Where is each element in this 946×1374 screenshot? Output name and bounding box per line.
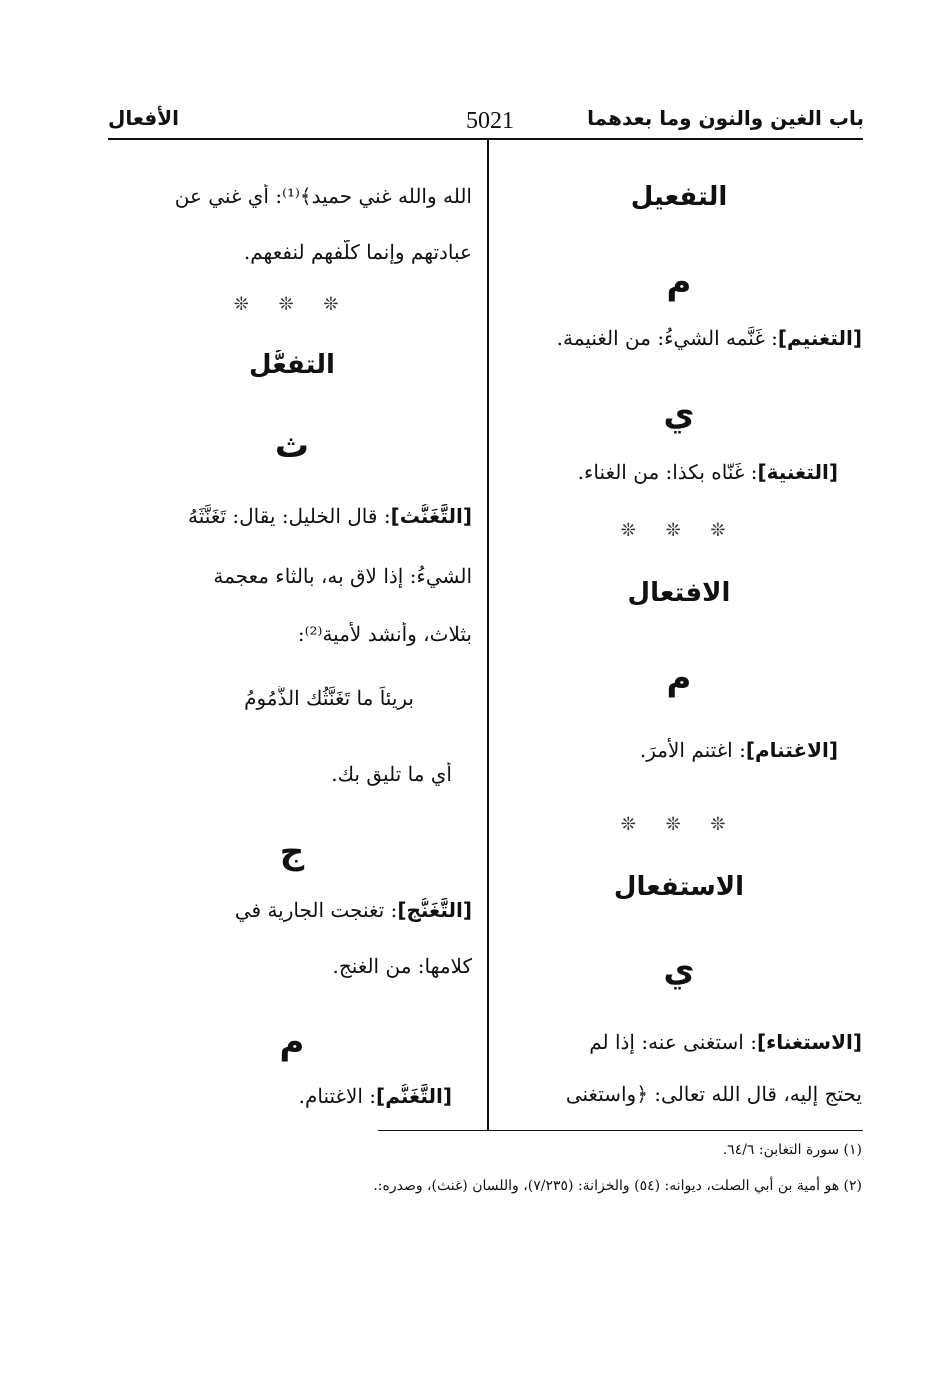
footnote-1: (١) سورة التغابن: ٦٤/٦. [722, 1142, 862, 1158]
header-rule [108, 138, 863, 140]
entry-taghniya [578, 460, 838, 484]
root-letter-jeem: ج [279, 832, 305, 872]
entry-text: : قال الخليل: يقال: تَغَنَّثَهُ [188, 504, 391, 528]
entry-taghannuth-line3: بثلاث، وأنشد لأمية⁽²⁾: [297, 622, 472, 646]
quran-continuation-line1: الله والله غني حميد﴾⁽¹⁾: أي غني عن [174, 184, 472, 208]
entry-text: : اغتنم الأمرَ. [639, 738, 746, 762]
section-heading-istif3al: الاستفعال [613, 872, 745, 902]
root-letter-meem: م [666, 658, 692, 698]
poetry-verse: بريئاً ما تَغَنَّثُك الذُّمُومُ [244, 686, 414, 710]
entry-istighna [589, 1030, 862, 1054]
column-divider [487, 140, 489, 1130]
section-separator: ❊ ❊ ❊ [233, 294, 351, 315]
entry-term: [الاستغناء] [756, 1030, 862, 1054]
entry-term: [التغنية] [757, 460, 838, 484]
quran-continuation-line2: عبادتهم وإنما كلّفهم لنفعهم. [243, 240, 472, 264]
entry-taghannuth [188, 504, 472, 528]
section-separator: ❊ ❊ ❊ [620, 814, 738, 835]
entry-term: [التَّغَنُّم] [376, 1084, 452, 1108]
root-letter-ya: ي [663, 950, 695, 990]
entry-term: [التَّغَنُّج] [397, 898, 472, 922]
entry-text: : غَنَّمه الشيءُ: من الغنيمة. [556, 326, 778, 350]
root-letter-ya: ي [663, 394, 695, 434]
entry-term: [التغنيم] [777, 326, 862, 350]
entry-text: : غَنّاه بكذا: من الغناء. [577, 460, 758, 484]
entry-taghannuj [235, 898, 472, 922]
section-heading-tafa33ul: التفعُّل [249, 350, 335, 380]
root-letter-meem: م [666, 262, 692, 302]
section-heading-taf3eel: التفعيل [630, 182, 728, 212]
entry-text: : الاغتنام. [298, 1084, 377, 1108]
entry-text: : استغنى عنه: إذا لم [589, 1030, 757, 1054]
entry-taghannuj-line2: كلامها: من الغنج. [332, 954, 472, 978]
root-letter-meem: م [279, 1022, 305, 1062]
section-separator: ❊ ❊ ❊ [620, 520, 738, 541]
footnote-2: (٢) هو أمية بن أبي الصلت، ديوانه: (٥٤) والخزانة: (٧/٢٣٥)، واللسان (غنث)، وصدره:. [373, 1178, 862, 1194]
entry-istighna-line2: يحتج إليه، قال الله تعالى: ﴿واستغنى [565, 1082, 862, 1106]
entry-taghannuth-line4: أي ما تليق بك. [331, 762, 452, 786]
section-heading-ifti3al: الافتعال [627, 578, 731, 608]
running-header-left: الأفعال [108, 106, 179, 130]
running-header-right: باب الغين والنون وما بعدهما [587, 106, 864, 130]
entry-text: : تغنجت الجارية في [234, 898, 398, 922]
root-letter-tha: ث [274, 426, 310, 466]
entry-taghneem [557, 326, 862, 350]
entry-taghannuth-line2: الشيءُ: إذا لاق به، بالثاء معجمة [213, 564, 472, 588]
entry-term: [التَّغَنُّث] [390, 504, 472, 528]
entry-term: [الاغتنام] [745, 738, 838, 762]
entry-ightinam [640, 738, 838, 762]
footnote-rule [378, 1130, 863, 1131]
page-number: 5021 [466, 108, 514, 134]
entry-taghannum [299, 1084, 452, 1108]
